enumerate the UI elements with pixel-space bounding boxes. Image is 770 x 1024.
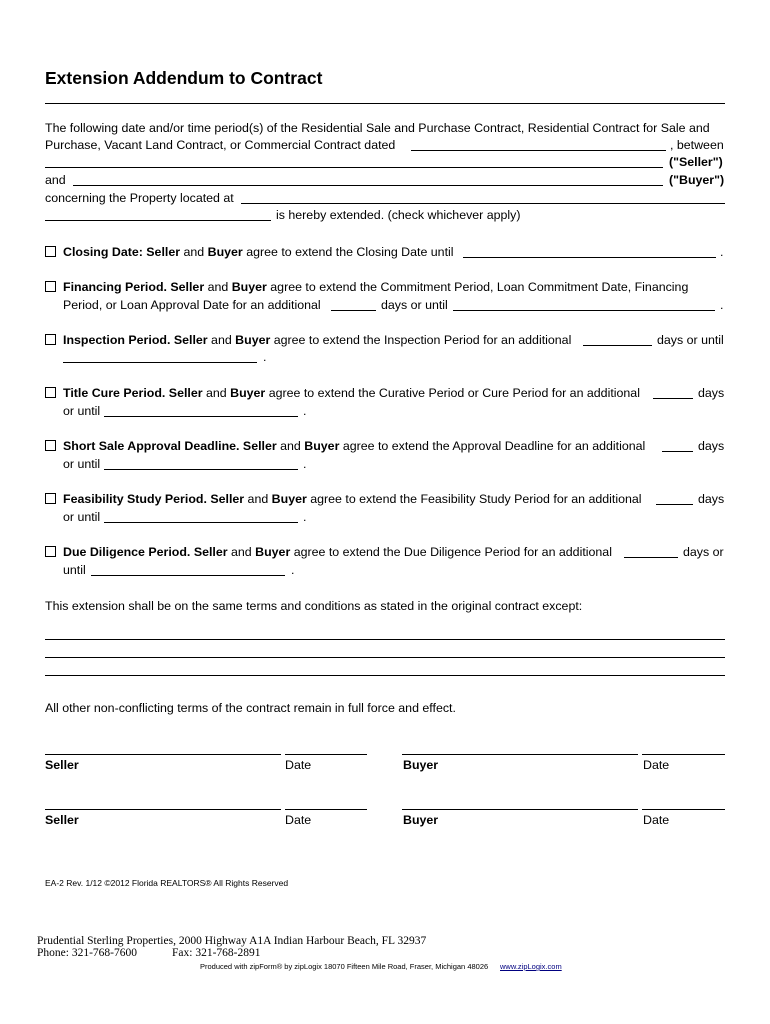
produced-with: Produced with zipForm® by zipLogix 18070 Fifteen Mile Road, Fraser, Michigan 48026 xyxy=(200,962,489,971)
buyer-date-line-2[interactable] xyxy=(642,809,725,810)
exception-line-1[interactable] xyxy=(45,639,725,640)
property-label: concerning the Property located at xyxy=(45,191,234,205)
feasibility-end: . xyxy=(303,510,307,524)
inspection-end: . xyxy=(263,350,267,364)
seller-date-line-1[interactable] xyxy=(285,754,367,755)
seller-date-line-2[interactable] xyxy=(285,809,367,810)
intro-line-2: Purchase, Vacant Land Contract, or Commercial Contract dated xyxy=(45,138,396,152)
seller-date-label-1: Date xyxy=(285,758,312,772)
due-diligence-until: until xyxy=(63,563,86,577)
due-diligence-end: . xyxy=(291,563,295,577)
title-cure-days: days xyxy=(698,386,725,400)
buyer-signature-line-2[interactable] xyxy=(402,809,638,810)
short-sale-days: days xyxy=(698,439,725,453)
feasibility-days: days xyxy=(698,492,725,506)
inspection-days-field[interactable] xyxy=(583,345,652,346)
and-label: and xyxy=(45,173,66,187)
feasibility-or-until: or until xyxy=(63,510,101,524)
exception-line-2[interactable] xyxy=(45,657,725,658)
ziplogix-link[interactable]: www.zipLogix.com xyxy=(500,962,562,971)
buyer-date-label-2: Date xyxy=(643,813,670,827)
short-sale-end: . xyxy=(303,457,307,471)
title-cure-or-until: or until xyxy=(63,404,101,418)
intro-line-1: The following date and/or time period(s) of the Residential Sale and Purchase Contract, Residential Contract for Sale and xyxy=(45,121,710,135)
buyer-date-label-1: Date xyxy=(643,758,670,772)
between-label: , between xyxy=(670,138,724,152)
due-diligence-until-field[interactable] xyxy=(91,575,285,576)
other-terms-text: All other non-conflicting terms of the contract remain in full force and effect. xyxy=(45,701,456,715)
title-cure-until-field[interactable] xyxy=(104,416,298,417)
seller-date-label-2: Date xyxy=(285,813,312,827)
document-title: Extension Addendum to Contract xyxy=(45,68,323,88)
feasibility-days-field[interactable] xyxy=(656,504,693,505)
closing-date-field[interactable] xyxy=(463,257,716,258)
financing-days-field[interactable] xyxy=(331,310,376,311)
short-sale-or-until: or until xyxy=(63,457,101,471)
contract-date-field[interactable] xyxy=(411,150,666,151)
buyer-label-1: Buyer xyxy=(403,758,439,772)
title-divider xyxy=(45,103,725,104)
financing-until-field[interactable] xyxy=(453,310,715,311)
seller-signature-line-1[interactable] xyxy=(45,754,281,755)
buyer-signature-line-1[interactable] xyxy=(402,754,638,755)
financing-period-checkbox[interactable] xyxy=(45,281,56,292)
seller-signature-line-2[interactable] xyxy=(45,809,281,810)
short-sale-until-field[interactable] xyxy=(104,469,298,470)
broker-phone: Phone: 321-768-7600 xyxy=(37,947,137,959)
financing-line-2a: Period, or Loan Approval Date for an additional xyxy=(63,298,321,312)
seller-tag: ("Seller") xyxy=(669,155,723,169)
title-cure-end: . xyxy=(303,404,307,418)
property-address-field[interactable] xyxy=(241,203,725,204)
buyer-label-2: Buyer xyxy=(403,813,439,827)
inspection-period-checkbox[interactable] xyxy=(45,334,56,345)
title-cure-days-field[interactable] xyxy=(653,398,693,399)
closing-period: . xyxy=(720,245,724,259)
terms-text: This extension shall be on the same terms and conditions as stated in the original contract except: xyxy=(45,599,583,613)
financing-line-2b: days or until xyxy=(381,298,448,312)
title-cure-text: Title Cure Period. Seller and Buyer agree to extend the Curative Period or Cure Period for an additional xyxy=(63,386,640,400)
form-id: EA-2 Rev. 1/12 ©2012 Florida REALTORS® All Rights Reserved xyxy=(45,878,289,888)
financing-period-text: Financing Period. Seller and Buyer agree to extend the Commitment Period, Loan Commitment Date, Financing xyxy=(63,280,689,294)
due-diligence-checkbox[interactable] xyxy=(45,546,56,557)
inspection-period-text: Inspection Period. Seller and Buyer agree to extend the Inspection Period for an additional xyxy=(63,333,572,347)
title-cure-checkbox[interactable] xyxy=(45,387,56,398)
seller-name-field[interactable] xyxy=(45,167,663,168)
buyer-name-field[interactable] xyxy=(73,185,663,186)
feasibility-until-field[interactable] xyxy=(104,522,298,523)
due-diligence-days-or: days or xyxy=(683,545,724,559)
closing-date-text: Closing Date: Seller and Buyer agree to extend the Closing Date until xyxy=(63,245,454,259)
buyer-date-line-1[interactable] xyxy=(642,754,725,755)
financing-period-end: . xyxy=(720,298,724,312)
feasibility-text: Feasibility Study Period. Seller and Buyer agree to extend the Feasibility Study Period for an additional xyxy=(63,492,642,506)
due-diligence-text: Due Diligence Period. Seller and Buyer agree to extend the Due Diligence Period for an additional xyxy=(63,545,612,559)
short-sale-checkbox[interactable] xyxy=(45,440,56,451)
extended-label: is hereby extended. (check whichever apply) xyxy=(276,208,521,222)
broker-fax: Fax: 321-768-2891 xyxy=(172,947,261,959)
inspection-until-field[interactable] xyxy=(63,362,257,363)
feasibility-checkbox[interactable] xyxy=(45,493,56,504)
broker-address: Prudential Sterling Properties, 2000 Highway A1A Indian Harbour Beach, FL 32937 xyxy=(37,935,427,947)
seller-label-1: Seller xyxy=(45,758,79,772)
property-address-field-2[interactable] xyxy=(45,220,271,221)
due-diligence-days-field[interactable] xyxy=(624,557,678,558)
short-sale-days-field[interactable] xyxy=(662,451,693,452)
closing-date-checkbox[interactable] xyxy=(45,246,56,257)
seller-label-2: Seller xyxy=(45,813,79,827)
inspection-days-or-until: days or until xyxy=(657,333,724,347)
buyer-tag: ("Buyer") xyxy=(669,173,725,187)
exception-line-3[interactable] xyxy=(45,675,725,676)
short-sale-text: Short Sale Approval Deadline. Seller and Buyer agree to extend the Approval Deadline for an additional xyxy=(63,439,646,453)
